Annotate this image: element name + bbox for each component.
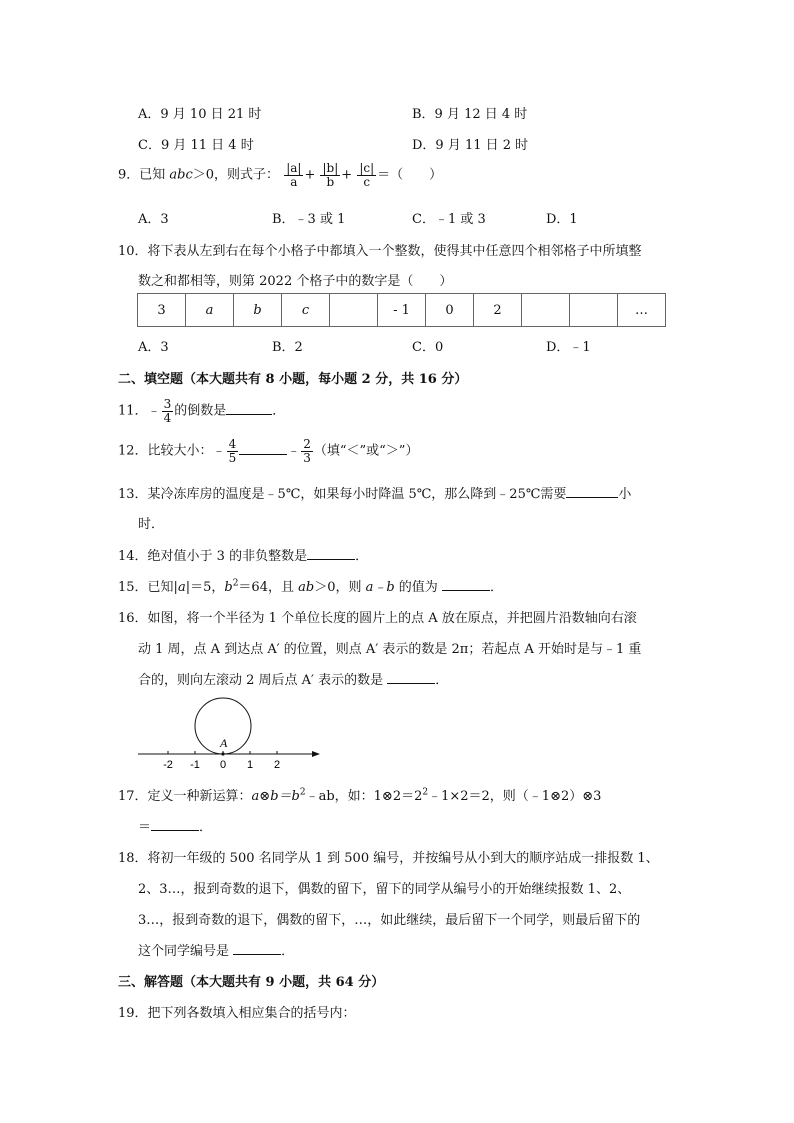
q9-option-c: C．﹣1 或 3 bbox=[412, 212, 486, 227]
q15-part: ＞0，则 bbox=[314, 580, 366, 595]
grid-cell bbox=[570, 294, 618, 327]
point-a-label: A bbox=[220, 736, 228, 750]
q15-expression: a﹣b bbox=[365, 580, 395, 595]
q9-fraction-c: $\frac{|c|}{c}$ bbox=[359, 161, 375, 189]
answer-blank bbox=[442, 578, 490, 591]
q9-option-a: A．3 bbox=[138, 212, 169, 227]
question-13-line1 bbox=[118, 483, 631, 502]
q17-part: 17．定义一种新运算： bbox=[118, 789, 252, 804]
question-15 bbox=[118, 576, 503, 595]
q10-option-b: B．2 bbox=[272, 340, 303, 355]
q15-part: |＝5， bbox=[185, 580, 225, 595]
q11-text: 的倒数是 bbox=[174, 403, 227, 419]
question-10-line1: 10．将下表从左到右在每个小格子中都填入一个整数，使得其中任意四个相邻格子中所填整 bbox=[118, 244, 642, 259]
q9-cond-rest: ＞0，则式子： bbox=[192, 167, 280, 183]
question-18-line4 bbox=[138, 940, 294, 959]
section-2-heading: 二、填空题（本大题共有 8 小题，每小题 2 分，共 16 分） bbox=[118, 372, 468, 387]
q15-end: ． bbox=[489, 580, 503, 595]
q12-fraction-2: $\frac{2}{3}$ bbox=[303, 437, 311, 465]
question-9 bbox=[118, 162, 442, 188]
question-19: 19．把下列各数填入相应集合的括号内： bbox=[118, 1006, 356, 1021]
question-16-line1: 16．如图，将一个半径为 1 个单位长度的圆片上的点 A 放在原点，并把圆片沿数轴向右滚 bbox=[118, 611, 637, 626]
answer-blank bbox=[307, 547, 355, 560]
q17-end: ． bbox=[199, 820, 213, 835]
q9-tail: ＝（ ） bbox=[377, 167, 443, 183]
q9-option-b: B．﹣3 或 1 bbox=[272, 212, 346, 227]
grid-cell bbox=[522, 294, 570, 327]
grid-cell: c bbox=[282, 294, 330, 327]
q10-option-a: A．3 bbox=[138, 340, 169, 355]
q9-cond-var: abc bbox=[169, 167, 193, 183]
q13-end: 小 bbox=[618, 487, 632, 502]
q15-exponent: 2 bbox=[232, 578, 239, 589]
q15-var-a: a bbox=[177, 580, 186, 595]
question-12 bbox=[118, 438, 418, 464]
q12-tail: （填“＜”或“＞”） bbox=[313, 443, 419, 459]
q8-option-d: D．9 月 11 日 2 时 bbox=[412, 138, 529, 153]
question-14 bbox=[118, 545, 368, 564]
q8-option-a: A．9 月 10 日 21 时 bbox=[138, 107, 262, 122]
tick-label: 1 bbox=[246, 759, 254, 771]
q17-part: ﹣1×2＝2，则（﹣1⊗2）⊗3 bbox=[428, 789, 602, 804]
q11-number: 11． bbox=[118, 403, 148, 419]
answer-blank bbox=[566, 485, 618, 498]
q17-equals: ＝ bbox=[138, 820, 152, 835]
q17-part: ﹣ab，如：1⊗2＝2 bbox=[305, 789, 423, 804]
grid-cell: 0 bbox=[426, 294, 474, 327]
answer-blank bbox=[233, 942, 281, 955]
q18-end: ． bbox=[281, 944, 295, 959]
question-18-line1: 18．将初一年级的 500 名同学从 1 到 500 编号，并按编号从小到大的顺序站成一排报数 1、 bbox=[118, 851, 659, 866]
q17-exponent: 2 bbox=[299, 787, 306, 798]
q9-fraction-b: $\frac{|b|}{b}$ bbox=[322, 161, 339, 189]
q9-option-d: D．1 bbox=[546, 212, 578, 227]
number-line-figure bbox=[130, 695, 330, 775]
question-13-line2: 时． bbox=[138, 517, 165, 532]
q14-text: 14．绝对值小于 3 的非负整数是 bbox=[118, 549, 308, 564]
q10-option-c: C．0 bbox=[412, 340, 444, 355]
plus-sign: + bbox=[341, 167, 353, 183]
q11-fraction: $\frac{3}{4}$ bbox=[163, 397, 172, 425]
tick-label: 2 bbox=[273, 759, 281, 771]
q10-number-grid bbox=[137, 293, 666, 327]
q16-end: ． bbox=[435, 673, 449, 688]
question-11 bbox=[118, 398, 285, 424]
minus-sign: ﹣ bbox=[287, 443, 301, 459]
q15-var-ab: ab bbox=[298, 580, 315, 595]
minus-sign: ﹣ bbox=[147, 403, 161, 419]
minus-sign: ﹣ bbox=[212, 443, 226, 459]
q15-part: 15．已知| bbox=[118, 580, 178, 595]
grid-cell: … bbox=[618, 294, 666, 327]
q10-option-d: D．﹣1 bbox=[546, 340, 591, 355]
q15-var-b: b bbox=[224, 580, 233, 595]
grid-cell: - 1 bbox=[378, 294, 426, 327]
question-18-line3: 3…，报到奇数的退下，偶数的留下，…，如此继续，最后留下一个同学，则最后留下的 bbox=[138, 913, 641, 928]
q9-fraction-a: $\frac{|a|}{a}$ bbox=[286, 161, 302, 189]
q18-text: 这个同学编号是 bbox=[138, 944, 234, 959]
question-16-line2: 动 1 周，点 A 到达点 A′ 的位置，则点 A′ 表示的数是 2π；若起点 A 开始时是与﹣1 重 bbox=[138, 642, 642, 657]
q12-number: 12．比较大小： bbox=[118, 443, 213, 459]
question-17-line2 bbox=[138, 816, 212, 835]
grid-cell: 2 bbox=[474, 294, 522, 327]
grid-cell: b bbox=[234, 294, 282, 327]
grid-cell: 3 bbox=[138, 294, 186, 327]
q11-end: ． bbox=[272, 403, 286, 419]
q15-part: 的值为 bbox=[394, 580, 442, 595]
q13-text: 13．某冷冻库房的温度是﹣5℃，如果每小时降温 5℃，那么降到﹣25℃需要 bbox=[118, 487, 567, 502]
tick-label: 0 bbox=[219, 759, 227, 771]
question-18-line2: 2、3…，报到奇数的退下，偶数的留下，留下的同学从编号小的开始继续报数 1、2、 bbox=[138, 882, 631, 897]
q9-prefix: 9．已知 bbox=[118, 167, 170, 183]
question-16-line3 bbox=[138, 669, 448, 688]
answer-blank bbox=[226, 402, 272, 415]
grid-cell: a bbox=[186, 294, 234, 327]
answer-blank bbox=[151, 818, 199, 831]
arrow-right-icon bbox=[312, 751, 320, 757]
answer-blank bbox=[387, 671, 435, 684]
q17-operation: a⊗b＝b bbox=[251, 789, 300, 804]
q12-fraction-1: $\frac{4}{5}$ bbox=[228, 437, 237, 465]
question-17-line1 bbox=[118, 785, 601, 804]
q8-option-c: C．9 月 11 日 4 时 bbox=[138, 138, 254, 153]
section-3-heading: 三、解答题（本大题共有 9 小题，共 64 分） bbox=[118, 975, 385, 990]
point-a-dot bbox=[221, 752, 224, 755]
q17-exponent: 2 bbox=[422, 787, 429, 798]
grid-cell bbox=[330, 294, 378, 327]
question-10-line2: 数之和都相等，则第 2022 个格子中的数字是（ ） bbox=[138, 274, 453, 289]
q8-option-b: B．9 月 12 日 4 时 bbox=[412, 107, 528, 122]
tick-label: -1 bbox=[190, 759, 200, 771]
answer-blank bbox=[239, 442, 287, 455]
q15-part: ＝64，且 bbox=[238, 580, 299, 595]
q16-text: 合的，则向左滚动 2 周后点 A′ 表示的数是 bbox=[138, 673, 388, 688]
tick-label: -2 bbox=[163, 759, 173, 771]
q14-end: ． bbox=[355, 549, 369, 564]
plus-sign: + bbox=[304, 167, 316, 183]
